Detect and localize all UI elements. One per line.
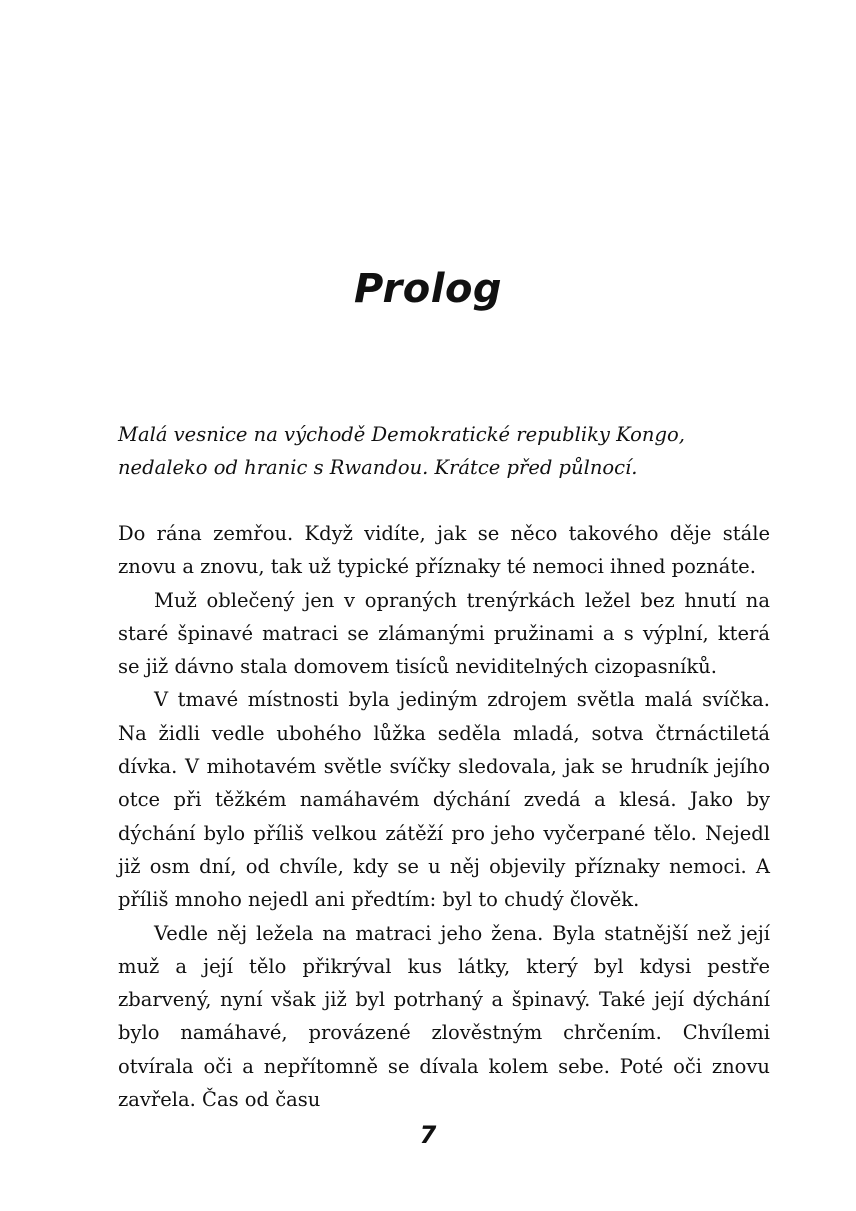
paragraph: V tmavé místnosti byla jediným zdrojem světla malá svíčka. Na židli vedle ubohého lůžka seděla mladá, sotva čtrnáctiletá dívka. V mihotavém světle svíčky sledovala, jak se hrudník jejího otce při těžkém namáhavém dýchání zvedá a klesá. Jako by dýchání bylo příliš velkou zátěží pro jeho vyčerpané tělo. Nejedl již osm dní, od chvíle, kdy se u něj objevily příznaky nemoci. A příliš mnoho nejedl ani předtím: byl to chudý člověk.: [118, 688, 770, 912]
chapter-body: [118, 517, 770, 1116]
chapter-title: Prolog: [353, 266, 503, 312]
paragraph: Do rána zemřou. Když vidíte, jak se něco takového děje stále znovu a znovu, tak už typické příznaky té nemoci ihned poznáte.: [118, 522, 770, 579]
paragraph: Vedle něj ležela na matraci jeho žena. Byla statnější než její muž a její tělo přikrýval kus látky, který byl kdysi pestře zbarvený, nyní však již byl potrhaný a špinavý. Také její dýchání bylo namáhavé, provázené zlověstným chrčením. Chvílemi otvírala oči a nepřítomně se dívala kolem sebe. Poté oči znovu zavřela. Čas od času: [118, 921, 770, 1112]
chapter-epigraph: Malá vesnice na východě Demokratické republiky Kongo, nedaleko od hranic s Rwandou. Krátce před půlnocí.: [118, 423, 685, 479]
page-number: 7: [419, 1121, 437, 1149]
paragraph: Muž oblečený jen v opraných trenýrkách ležel bez hnutí na staré špinavé matraci se zlámanými pružinami a s výplní, která se již dávno stala domovem tisíců neviditelných cizopasníků.: [118, 588, 770, 679]
